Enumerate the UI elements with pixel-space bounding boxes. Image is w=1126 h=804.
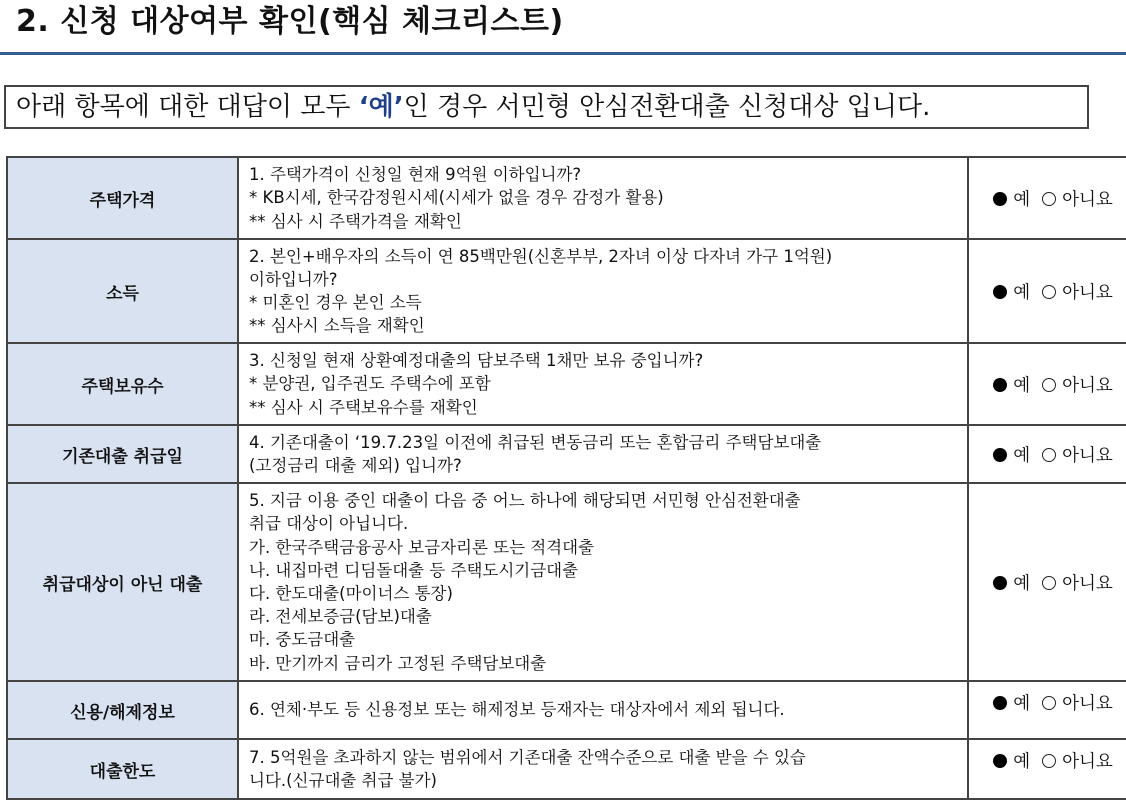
notice-text-before: 아래 항목에 대한 대답이 모두 <box>16 92 359 122</box>
question-line: ** 심사 시 주택보유수를 재확인 <box>249 397 478 417</box>
yes-label: 예 <box>1013 752 1031 772</box>
answer-cell <box>968 483 1126 681</box>
answer-cell <box>968 739 1126 799</box>
radio-filled-icon <box>993 754 1007 768</box>
yes-label: 예 <box>1013 694 1031 714</box>
yes-option[interactable] <box>993 376 1030 396</box>
question-line: 이하입니까? <box>249 269 338 289</box>
yes-label: 예 <box>1013 445 1031 466</box>
question-cell <box>238 739 968 799</box>
notice-box <box>4 85 1089 129</box>
yes-option[interactable] <box>993 190 1030 210</box>
question-line: * KB시세, 한국감정원시세(시세가 없을 경우 감정가 활용) <box>249 188 664 208</box>
question-cell <box>238 425 968 483</box>
radio-filled-icon <box>993 285 1007 299</box>
question-cell <box>238 239 968 343</box>
no-label: 아니요 <box>1062 573 1113 594</box>
question-line: 나. 내집마련 디딤돌대출 등 주택도시기금대출 <box>249 560 579 580</box>
answer-cell <box>968 239 1126 343</box>
category-cell: 주택보유수 <box>7 343 238 425</box>
question-cell <box>238 343 968 425</box>
question-line: 바. 만기까지 금리가 고정된 주택담보대출 <box>249 653 547 673</box>
category-cell: 주택가격 <box>7 157 238 239</box>
question-line: 라. 전세보증금(담보)대출 <box>249 607 432 627</box>
checklist-row <box>7 157 1126 239</box>
category-cell: 대출한도 <box>7 739 238 799</box>
question-line: (고정금리 대출 제외) 입니까? <box>249 456 462 475</box>
category-cell: 소득 <box>7 239 238 343</box>
yes-option[interactable] <box>993 694 1030 714</box>
question-line: 6. 연체·부도 등 신용정보 또는 해제정보 등재자는 대상자에서 제외 됩니다. <box>249 700 785 720</box>
yes-label: 예 <box>1013 573 1031 594</box>
no-label: 아니요 <box>1062 189 1113 210</box>
radio-filled-icon <box>993 378 1007 392</box>
question-line: 7. 5억원을 초과하지 않는 범위에서 기존대출 잔액수준으로 대출 받을 수 있습 <box>249 747 806 767</box>
answer-cell <box>968 343 1126 425</box>
question-line: * 미혼인 경우 본인 소득 <box>249 293 422 312</box>
question-cell <box>238 681 968 739</box>
no-label: 아니요 <box>1062 752 1113 772</box>
checklist-row <box>7 343 1126 425</box>
radio-empty-icon <box>1042 754 1056 768</box>
radio-empty-icon <box>1042 192 1056 206</box>
question-line: 취급 대상이 아닙니다. <box>249 514 409 534</box>
no-option[interactable] <box>1042 446 1113 466</box>
question-line: * 분양권, 입주권도 주택수에 포함 <box>249 374 491 394</box>
no-option[interactable] <box>1042 376 1113 396</box>
checklist-row <box>7 739 1126 799</box>
no-label: 아니요 <box>1062 375 1113 396</box>
radio-empty-icon <box>1042 576 1056 590</box>
checklist-row <box>7 425 1126 483</box>
no-label: 아니요 <box>1062 445 1113 466</box>
answer-cell <box>968 157 1126 239</box>
no-option[interactable] <box>1042 283 1113 303</box>
yes-option[interactable] <box>993 283 1030 303</box>
radio-filled-icon <box>993 448 1007 462</box>
radio-empty-icon <box>1042 448 1056 462</box>
question-line: ** 심사시 소득을 재확인 <box>249 316 425 336</box>
title-underline <box>0 52 1126 55</box>
notice-highlight: ‘예’ <box>358 92 404 122</box>
question-line: ** 심사 시 주택가격을 재확인 <box>249 211 462 231</box>
yes-option[interactable] <box>993 574 1030 594</box>
question-cell <box>238 483 968 681</box>
checklist-table <box>6 156 1126 800</box>
radio-filled-icon <box>993 576 1007 590</box>
radio-empty-icon <box>1042 285 1056 299</box>
no-label: 아니요 <box>1062 694 1113 714</box>
checklist-row <box>7 483 1126 681</box>
category-cell: 신용/해제정보 <box>7 681 238 739</box>
radio-empty-icon <box>1042 696 1056 710</box>
yes-label: 예 <box>1013 375 1031 396</box>
radio-filled-icon <box>993 696 1007 710</box>
yes-label: 예 <box>1013 282 1031 303</box>
question-line: 5. 지금 이용 중인 대출이 다음 중 어느 하나에 해당되면 서민형 안심전환대출 <box>249 491 801 511</box>
answer-cell <box>968 681 1126 739</box>
question-line: 2. 본인+배우자의 소득이 연 85백만원(신혼부부, 2자녀 이상 다자녀 가구 1억원) <box>249 246 833 266</box>
question-line: 가. 한국주택금융공사 보금자리론 또는 적격대출 <box>249 537 595 557</box>
no-option[interactable] <box>1042 190 1113 210</box>
notice-text-after: 인 경우 서민형 안심전환대출 신청대상 입니다. <box>403 92 931 122</box>
checklist-row <box>7 239 1126 343</box>
answer-cell <box>968 425 1126 483</box>
yes-option[interactable] <box>993 446 1030 466</box>
radio-empty-icon <box>1042 378 1056 392</box>
question-cell <box>238 157 968 239</box>
question-line: 마. 중도금대출 <box>249 630 356 650</box>
no-option[interactable] <box>1042 574 1113 594</box>
question-line: 4. 기존대출이 ‘19.7.23일 이전에 취급된 변동금리 또는 혼합금리 주택담보대출 <box>249 432 822 452</box>
radio-filled-icon <box>993 192 1007 206</box>
no-option[interactable] <box>1042 752 1113 772</box>
question-line: 니다.(신규대출 취급 불가) <box>249 771 437 790</box>
question-line: 3. 신청일 현재 상환예정대출의 담보주택 1채만 보유 중입니까? <box>249 351 704 371</box>
question-line: 다. 한도대출(마이너스 통장) <box>249 584 453 603</box>
page-title: 2. 신청 대상여부 확인(핵심 체크리스트) <box>16 4 564 39</box>
checklist-row <box>7 681 1126 739</box>
no-label: 아니요 <box>1062 282 1113 303</box>
yes-label: 예 <box>1013 189 1031 210</box>
category-cell: 기존대출 취급일 <box>7 425 238 483</box>
question-line: 1. 주택가격이 신청일 현재 9억원 이하입니까? <box>249 165 582 185</box>
category-cell: 취급대상이 아닌 대출 <box>7 483 238 681</box>
no-option[interactable] <box>1042 694 1113 714</box>
yes-option[interactable] <box>993 752 1030 772</box>
